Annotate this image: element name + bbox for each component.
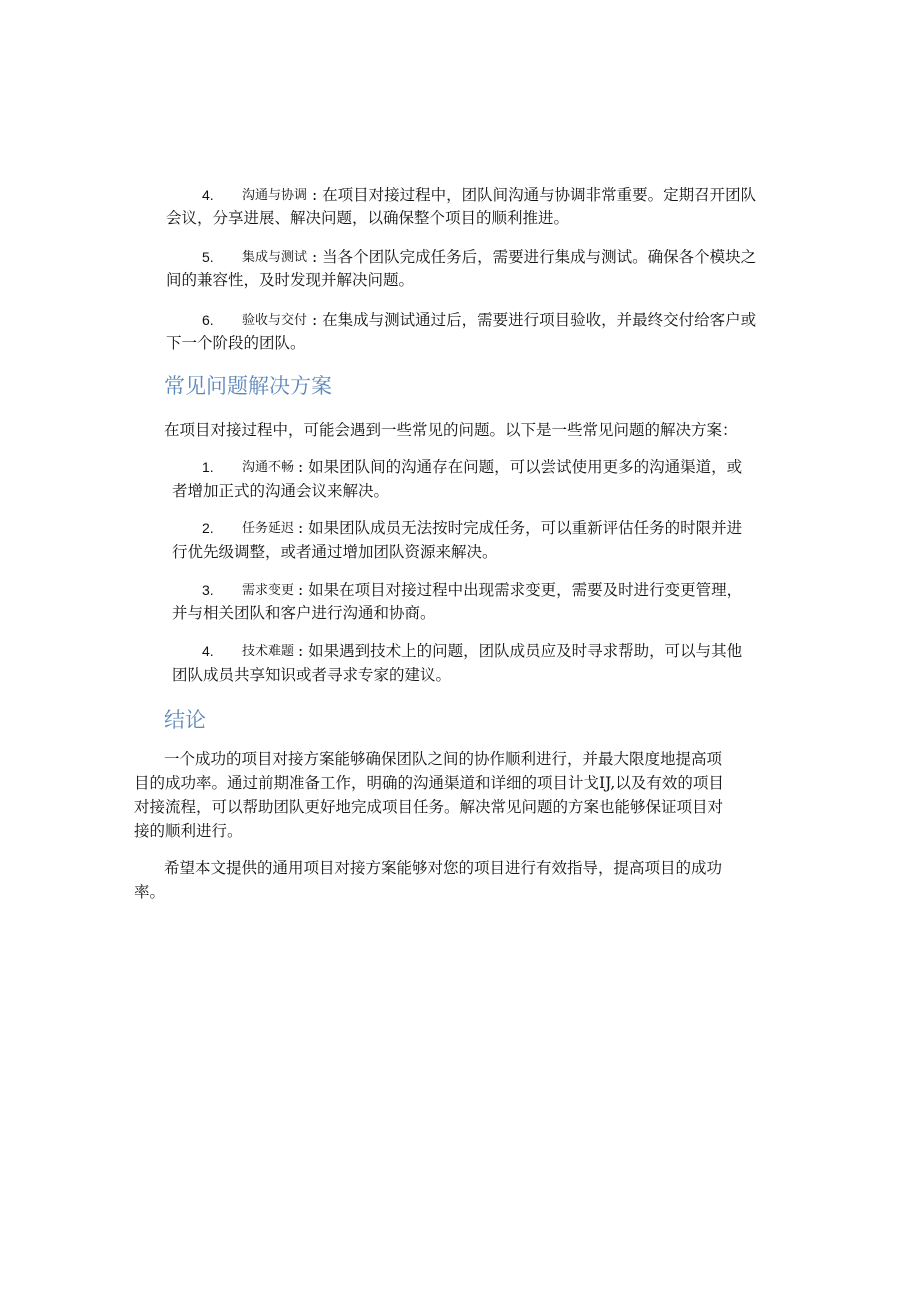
faq-number: 1. <box>202 459 214 475</box>
step-text-line: 间的兼容性，及时发现并解决问题。 <box>166 271 415 289</box>
step-text-line: : 在集成与测试通过后，需要进行项目验收，并最终交付给客户或 <box>312 311 757 329</box>
faq-term: 技术难题 <box>242 643 295 658</box>
faq-term: 任务延迟 <box>242 520 295 535</box>
paragraph-line: 一个成功的项目对接方案能够确保团队之间的协作顺利进行，并最大限度地提高项 <box>164 750 723 768</box>
faq-text-line: 并与相关团队和客户进行沟通和协商。 <box>172 604 436 622</box>
faq-intro: 在项目对接过程中，可能会遇到一些常见的问题。以下是一些常见问题的解决方案： <box>164 421 738 439</box>
faq-text-line: : 如果团队成员无法按时完成任务，可以重新评估任务的时限并进 <box>298 519 743 537</box>
paragraph-line: 对接流程，可以帮助团队更好地完成项目任务。解决常见问题的方案也能够保证项目对 <box>134 798 724 816</box>
faq-text-line: : 如果团队间的沟通存在问题，可以尝试使用更多的沟通渠道，或 <box>298 458 743 476</box>
faq-text-line: : 如果遇到技术上的问题，团队成员应及时寻求帮助，可以与其他 <box>298 642 743 660</box>
step-text-line: 会议，分享进展、解决问题，以确保整个项目的顺利推进。 <box>166 209 570 227</box>
paragraph-line: 接的顺利进行。 <box>134 822 243 840</box>
step-text-line: 下一个阶段的团队。 <box>166 334 306 352</box>
step-number: 4. <box>202 187 214 203</box>
faq-number: 4. <box>202 643 214 659</box>
step-term: 验收与交付 <box>242 312 308 327</box>
step-term: 沟通与协调 <box>242 187 308 202</box>
step-text-line: : 在项目对接过程中，团队间沟通与协调非常重要。定期召开团队 <box>312 186 757 204</box>
paragraph-line: 目的成功率。通过前期准备工作，明确的沟通渠道和详细的项目计戈IJ,以及有效的项目 <box>134 774 724 792</box>
faq-term: 需求变更 <box>242 582 295 597</box>
faq-heading: 常见问题解决方案 <box>164 374 332 398</box>
faq-text-line: 团队成员共享知识或者寻求专家的建议。 <box>172 666 452 684</box>
faq-number: 3. <box>202 582 214 598</box>
conclusion-heading: 结论 <box>164 708 206 732</box>
faq-text-line: 者增加正式的沟通会议来解决。 <box>172 482 390 500</box>
faq-text-line: : 如果在项目对接过程中出现需求变更，需要及时进行变更管理， <box>298 581 743 599</box>
paragraph-line: 希望本文提供的通用项目对接方案能够对您的项目进行有效指导，提高项目的成功 <box>164 859 723 877</box>
step-term: 集成与测试 <box>242 249 308 264</box>
paragraph-line: 率。 <box>134 883 166 901</box>
faq-term: 沟通不畅 <box>242 459 295 474</box>
faq-text-line: 行优先级调整，或者通过增加团队资源来解决。 <box>172 543 498 561</box>
step-number: 6. <box>202 312 214 328</box>
step-number: 5. <box>202 249 214 265</box>
faq-number: 2. <box>202 520 214 536</box>
step-text-line: : 当各个团队完成任务后，需要进行集成与测试。确保各个模块之 <box>312 248 757 266</box>
